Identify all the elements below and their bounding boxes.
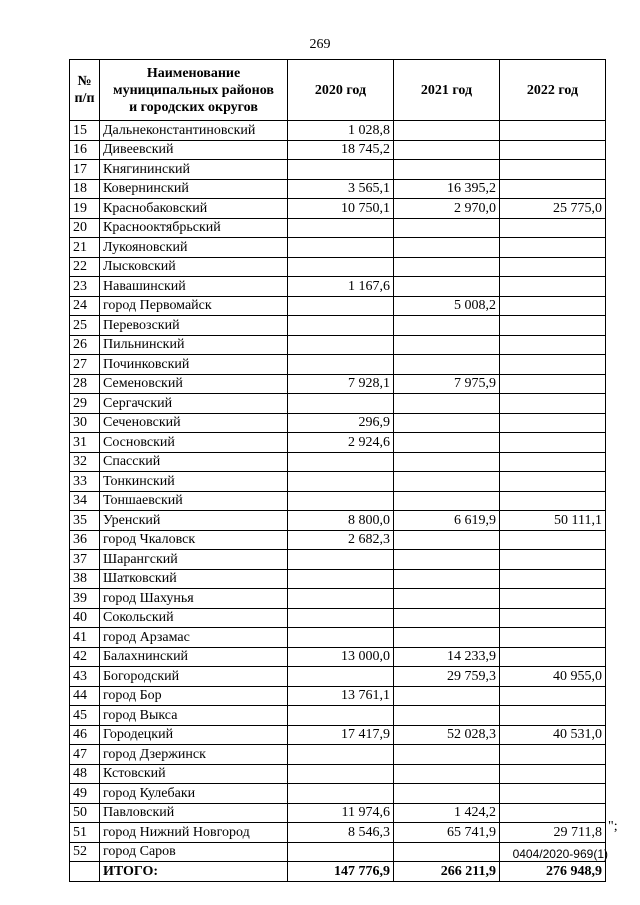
value-2021 <box>394 238 500 258</box>
header-number-line: № <box>77 74 92 89</box>
value-2022 <box>500 335 606 355</box>
table-row <box>70 784 606 804</box>
table-row <box>70 394 606 414</box>
district-name: Шарангский <box>100 550 288 570</box>
table-row <box>70 511 606 531</box>
value-2022: 40 955,0 <box>500 667 606 687</box>
table-row <box>70 530 606 550</box>
table-row <box>70 218 606 238</box>
table-row <box>70 589 606 609</box>
value-2021 <box>394 277 500 297</box>
value-2022: 25 775,0 <box>500 199 606 219</box>
district-name: Дивеевский <box>100 140 288 160</box>
district-name: Навашинский <box>100 277 288 297</box>
district-name: Лукояновский <box>100 238 288 258</box>
value-2020 <box>288 667 394 687</box>
value-2022 <box>500 140 606 160</box>
value-2021: 1 424,2 <box>394 803 500 823</box>
district-name: Кстовский <box>100 764 288 784</box>
row-number: 19 <box>70 199 100 219</box>
table-row <box>70 374 606 394</box>
table-row <box>70 238 606 258</box>
value-2022: 29 711,8 <box>500 823 606 843</box>
header-name-line: и городских округов <box>129 99 258 115</box>
row-number: 17 <box>70 160 100 180</box>
value-2022 <box>500 374 606 394</box>
value-2021 <box>394 257 500 277</box>
value-2020: 18 745,2 <box>288 140 394 160</box>
district-name: город Нижний Новгород <box>100 823 288 843</box>
value-2020 <box>288 628 394 648</box>
row-number: 47 <box>70 745 100 765</box>
table-row <box>70 725 606 745</box>
table-row <box>70 277 606 297</box>
value-2021 <box>394 569 500 589</box>
value-2020 <box>288 706 394 726</box>
district-name: город Чкаловск <box>100 530 288 550</box>
value-2021 <box>394 452 500 472</box>
value-2022 <box>500 472 606 492</box>
value-2022 <box>500 706 606 726</box>
district-name: Уренский <box>100 511 288 531</box>
row-number: 30 <box>70 413 100 433</box>
value-2020: 11 974,6 <box>288 803 394 823</box>
value-2020 <box>288 764 394 784</box>
row-number: 33 <box>70 472 100 492</box>
row-number: 38 <box>70 569 100 589</box>
value-2020 <box>288 491 394 511</box>
row-number: 45 <box>70 706 100 726</box>
value-2021: 29 759,3 <box>394 667 500 687</box>
table-row <box>70 745 606 765</box>
district-name: Тонкинский <box>100 472 288 492</box>
row-number: 16 <box>70 140 100 160</box>
value-2022 <box>500 550 606 570</box>
header-number <box>70 60 100 121</box>
value-2020 <box>288 745 394 765</box>
row-number: 49 <box>70 784 100 804</box>
value-2021 <box>394 472 500 492</box>
table-row <box>70 647 606 667</box>
value-2020 <box>288 355 394 375</box>
value-2022 <box>500 764 606 784</box>
table-row <box>70 316 606 336</box>
table-row <box>70 823 606 843</box>
value-2021 <box>394 764 500 784</box>
value-2021 <box>394 530 500 550</box>
row-number: 51 <box>70 823 100 843</box>
value-2020 <box>288 335 394 355</box>
table-row <box>70 472 606 492</box>
row-number: 50 <box>70 803 100 823</box>
row-number: 42 <box>70 647 100 667</box>
value-2021 <box>394 550 500 570</box>
header-name-line: Наименование <box>146 65 241 81</box>
table-row <box>70 296 606 316</box>
total-2021: 266 211,9 <box>394 862 500 882</box>
district-name: город Выкса <box>100 706 288 726</box>
value-2022 <box>500 296 606 316</box>
value-2022: 40 531,0 <box>500 725 606 745</box>
value-2021 <box>394 784 500 804</box>
row-number: 18 <box>70 179 100 199</box>
value-2020 <box>288 842 394 862</box>
header-2022: 2022 год <box>500 60 606 121</box>
value-2022 <box>500 647 606 667</box>
district-name: город Шахунья <box>100 589 288 609</box>
value-2021 <box>394 394 500 414</box>
table-row <box>70 803 606 823</box>
row-number: 37 <box>70 550 100 570</box>
district-name: Починковский <box>100 355 288 375</box>
header-number-line: п/п <box>74 91 95 106</box>
district-name: город Арзамас <box>100 628 288 648</box>
district-name: Дальнеконстантиновский <box>100 121 288 141</box>
value-2020 <box>288 472 394 492</box>
district-name: Семеновский <box>100 374 288 394</box>
total-number-cell <box>70 862 100 882</box>
value-2020 <box>288 218 394 238</box>
value-2020 <box>288 316 394 336</box>
table-row <box>70 491 606 511</box>
table-row <box>70 452 606 472</box>
value-2021: 16 395,2 <box>394 179 500 199</box>
table-row <box>70 335 606 355</box>
district-name: Городецкий <box>100 725 288 745</box>
table-row <box>70 667 606 687</box>
value-2022 <box>500 277 606 297</box>
value-2021 <box>394 491 500 511</box>
row-number: 31 <box>70 433 100 453</box>
value-2020: 8 800,0 <box>288 511 394 531</box>
row-number: 41 <box>70 628 100 648</box>
header-2021: 2021 год <box>394 60 500 121</box>
value-2020: 3 565,1 <box>288 179 394 199</box>
total-2022: 276 948,9 <box>500 862 606 882</box>
total-label: ИТОГО: <box>100 862 288 882</box>
value-2020: 13 761,1 <box>288 686 394 706</box>
value-2022 <box>500 452 606 472</box>
row-number: 46 <box>70 725 100 745</box>
district-name: Спасский <box>100 452 288 472</box>
district-name: Краснооктябрьский <box>100 218 288 238</box>
value-2022 <box>500 413 606 433</box>
table-row <box>70 433 606 453</box>
value-2021 <box>394 355 500 375</box>
value-2020: 2 924,6 <box>288 433 394 453</box>
table-row <box>70 355 606 375</box>
table-row <box>70 179 606 199</box>
district-name: Сокольский <box>100 608 288 628</box>
district-name: Сергачский <box>100 394 288 414</box>
value-2021: 14 233,9 <box>394 647 500 667</box>
value-2022 <box>500 608 606 628</box>
district-name: Перевозский <box>100 316 288 336</box>
value-2021 <box>394 745 500 765</box>
value-2022 <box>500 803 606 823</box>
district-name: Сеченовский <box>100 413 288 433</box>
value-2021 <box>394 316 500 336</box>
closing-quote: "; <box>608 819 618 834</box>
value-2022 <box>500 491 606 511</box>
value-2021 <box>394 608 500 628</box>
district-name: Пильнинский <box>100 335 288 355</box>
value-2021 <box>394 218 500 238</box>
district-name: Шатковский <box>100 569 288 589</box>
value-2020 <box>288 550 394 570</box>
row-number: 26 <box>70 335 100 355</box>
value-2021 <box>394 686 500 706</box>
value-2022 <box>500 569 606 589</box>
value-2022 <box>500 784 606 804</box>
row-number: 20 <box>70 218 100 238</box>
district-name: город Саров <box>100 842 288 862</box>
value-2022: 50 111,1 <box>500 511 606 531</box>
row-number: 35 <box>70 511 100 531</box>
value-2022 <box>500 257 606 277</box>
value-2022 <box>500 218 606 238</box>
district-name: Балахнинский <box>100 647 288 667</box>
row-number: 15 <box>70 121 100 141</box>
district-name: Лысковский <box>100 257 288 277</box>
row-number: 34 <box>70 491 100 511</box>
district-name: Сосновский <box>100 433 288 453</box>
value-2020 <box>288 589 394 609</box>
value-2020: 10 750,1 <box>288 199 394 219</box>
value-2021 <box>394 140 500 160</box>
value-2020: 296,9 <box>288 413 394 433</box>
value-2021: 52 028,3 <box>394 725 500 745</box>
header-name <box>100 60 288 121</box>
value-2022 <box>500 121 606 141</box>
row-number: 44 <box>70 686 100 706</box>
row-number: 43 <box>70 667 100 687</box>
value-2021 <box>394 706 500 726</box>
value-2020: 2 682,3 <box>288 530 394 550</box>
district-name: Ковернинский <box>100 179 288 199</box>
row-number: 28 <box>70 374 100 394</box>
district-name: Павловский <box>100 803 288 823</box>
district-name: город Первомайск <box>100 296 288 316</box>
total-2020: 147 776,9 <box>288 862 394 882</box>
value-2022 <box>500 316 606 336</box>
value-2021 <box>394 628 500 648</box>
district-name: Тоншаевский <box>100 491 288 511</box>
table-row <box>70 199 606 219</box>
value-2020 <box>288 257 394 277</box>
row-number: 29 <box>70 394 100 414</box>
row-number: 25 <box>70 316 100 336</box>
value-2020: 8 546,3 <box>288 823 394 843</box>
total-row <box>70 862 606 882</box>
value-2021 <box>394 589 500 609</box>
value-2020 <box>288 296 394 316</box>
row-number: 40 <box>70 608 100 628</box>
row-number: 39 <box>70 589 100 609</box>
table-row <box>70 550 606 570</box>
table-row <box>70 121 606 141</box>
value-2021 <box>394 413 500 433</box>
value-2020 <box>288 608 394 628</box>
table-row <box>70 257 606 277</box>
district-name: Краснобаковский <box>100 199 288 219</box>
value-2022 <box>500 433 606 453</box>
table-row <box>70 706 606 726</box>
value-2020 <box>288 394 394 414</box>
row-number: 21 <box>70 238 100 258</box>
value-2020: 13 000,0 <box>288 647 394 667</box>
row-number: 23 <box>70 277 100 297</box>
value-2021 <box>394 433 500 453</box>
value-2022 <box>500 238 606 258</box>
value-2022 <box>500 355 606 375</box>
row-number: 52 <box>70 842 100 862</box>
value-2022 <box>500 179 606 199</box>
row-number: 36 <box>70 530 100 550</box>
value-2020 <box>288 569 394 589</box>
table-row <box>70 608 606 628</box>
value-2020: 1 167,6 <box>288 277 394 297</box>
value-2021: 5 008,2 <box>394 296 500 316</box>
header-2020: 2020 год <box>288 60 394 121</box>
value-2022 <box>500 745 606 765</box>
value-2021: 2 970,0 <box>394 199 500 219</box>
page-number: 269 <box>309 37 331 52</box>
value-2022 <box>500 160 606 180</box>
value-2022 <box>500 394 606 414</box>
district-name: город Кулебаки <box>100 784 288 804</box>
value-2021 <box>394 842 500 862</box>
value-2021 <box>394 160 500 180</box>
value-2020 <box>288 160 394 180</box>
header-name-line: муниципальных районов <box>113 82 274 98</box>
row-number: 32 <box>70 452 100 472</box>
row-number: 48 <box>70 764 100 784</box>
value-2022 <box>500 530 606 550</box>
value-2020: 7 928,1 <box>288 374 394 394</box>
value-2021: 65 741,9 <box>394 823 500 843</box>
value-2021: 7 975,9 <box>394 374 500 394</box>
row-number: 27 <box>70 355 100 375</box>
value-2020 <box>288 784 394 804</box>
table-row <box>70 569 606 589</box>
table-row <box>70 764 606 784</box>
district-name: город Бор <box>100 686 288 706</box>
value-2020 <box>288 452 394 472</box>
value-2020 <box>288 238 394 258</box>
row-number: 22 <box>70 257 100 277</box>
value-2022 <box>500 628 606 648</box>
table-header-row <box>70 60 606 121</box>
value-2022 <box>500 686 606 706</box>
table-row <box>70 628 606 648</box>
value-2021 <box>394 335 500 355</box>
table-row <box>70 140 606 160</box>
value-2021 <box>394 121 500 141</box>
table-row <box>70 160 606 180</box>
district-name: Богородский <box>100 667 288 687</box>
value-2021: 6 619,9 <box>394 511 500 531</box>
table-row <box>70 686 606 706</box>
value-2022 <box>500 589 606 609</box>
district-name: город Дзержинск <box>100 745 288 765</box>
table-row <box>70 413 606 433</box>
value-2020: 17 417,9 <box>288 725 394 745</box>
value-2020: 1 028,8 <box>288 121 394 141</box>
row-number: 24 <box>70 296 100 316</box>
document-code: 0404/2020-969(1) <box>512 847 608 861</box>
district-name: Княгининский <box>100 160 288 180</box>
budget-table <box>69 59 606 882</box>
